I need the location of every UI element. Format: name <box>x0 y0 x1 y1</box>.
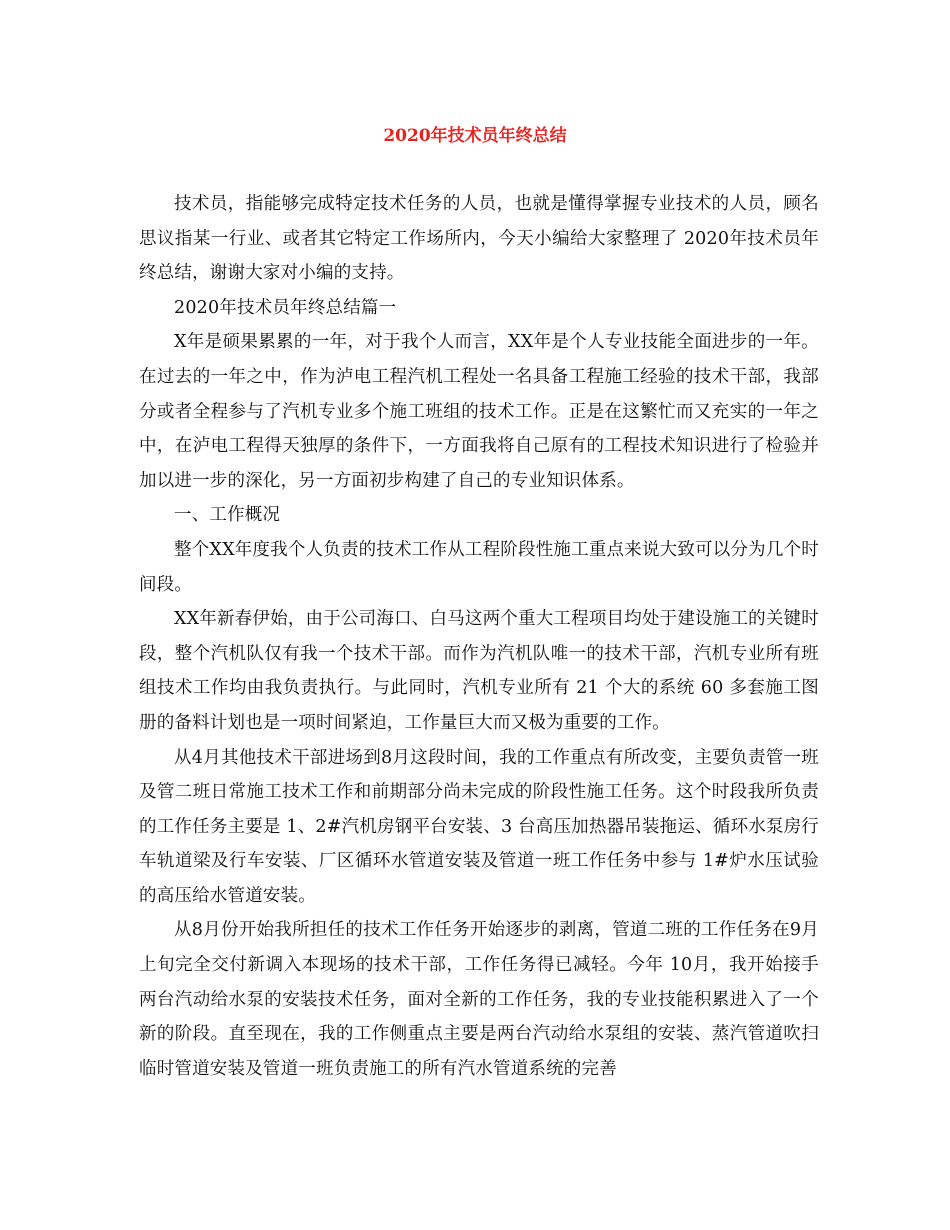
body-paragraph: 从4月其他技术干部进场到8月这段时间，我的工作重点有所改变，主要负责管一班及管二班日常施工技术工作和前期部分尚未完成的阶段性施工任务。这个时段我所负责的工作任务主要是 1、2#汽机房钢平台安装、3 台高压加热器吊装拖运、循环水泵房行车轨道梁及行车安装、厂区循环水管道安装及管道一班工作任务中参与 1#炉水压试验的高压给水管道安装。 <box>139 747 819 906</box>
intro-paragraph: 技术员，指能够完成特定技术任务的人员，也就是懂得掌握专业技术的人员，顾名思议指某一行业、或者其它特定工作场所内，今天小编给大家整理了 2020年技术员年终总结，谢谢大家对小编的支持。 <box>139 194 819 284</box>
document-body <box>139 187 819 1086</box>
section-heading-part-one: 2020年技术员年终总结篇一 <box>174 297 397 318</box>
document-title: 2020年技术员年终总结 <box>383 126 567 146</box>
body-paragraph: 整个XX年度我个人负责的技术工作从工程阶段性施工重点来说大致可以分为几个时间段。 <box>139 539 819 595</box>
body-paragraph: XX年新春伊始，由于公司海口、白马这两个重大工程项目均处于建设施工的关键时段，整个汽机队仅有我一个技术干部。而作为汽机队唯一的技术干部，汽机专业所有班组技术工作均由我负责执行。与此同时，汽机专业所有 21 个大的系统 60 多套施工图册的备料计划也是一项时间紧迫，工作量巨大而又极为重要的工作。 <box>139 609 819 733</box>
body-paragraph: X年是硕果累累的一年，对于我个人而言，XX年是个人专业技能全面进步的一年。在过去的一年之中，作为泸电工程汽机工程处一名具备工程施工经验的技术干部，我部分或者全程参与了汽机专业多个施工班组的技术工作。正是在这繁忙而又充实的一年之中，在泸电工程得天独厚的条件下，一方面我将自己原有的工程技术知识进行了检验并加以进一步的深化，另一方面初步构建了自己的专业知识体系。 <box>139 332 819 491</box>
body-paragraph: 从8月份开始我所担任的技术工作任务开始逐步的剥离，管道二班的工作任务在9月上旬完全交付新调入本现场的技术干部，工作任务得已减轻。今年 10月，我开始接手两台汽动给水泵的安装技术任务，面对全新的工作任务，我的专业技能积累进入了一个新的阶段。直至现在，我的工作侧重点主要是两台汽动给水泵组的安装、蒸汽管道吹扫临时管道安装及管道一班负责施工的所有汽水管道系统的完善 <box>139 920 819 1079</box>
section-heading-work-overview: 一、工作概况 <box>174 505 281 526</box>
